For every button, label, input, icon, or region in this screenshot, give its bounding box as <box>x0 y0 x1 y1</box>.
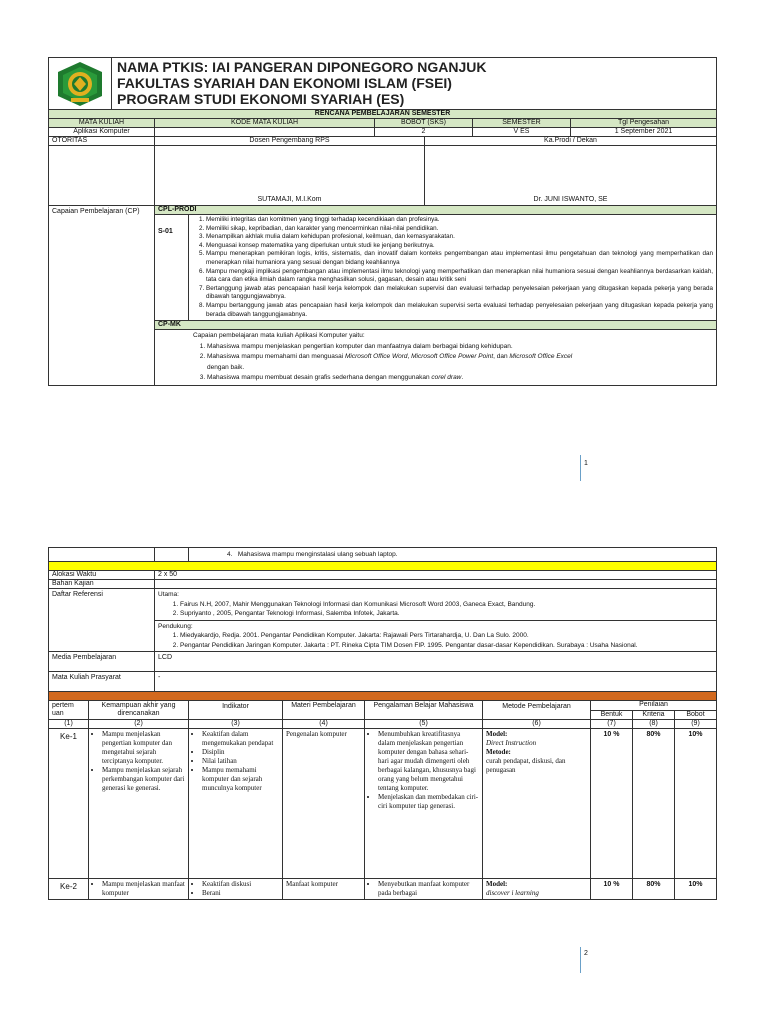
cpl-item: 7. Bertanggung jawab atas pencapaian hasil kerja kelompok dan melakukan supervisi dan evaluasi terhadap penyelesaian pekerjaan yang ditugaskan kepada pekerja yang berada dibawah tanggungjawabnya. <box>206 285 713 302</box>
indikator-list <box>192 880 279 898</box>
th-pertemuan: pertem uan <box>49 701 89 720</box>
rps-page-1 <box>48 57 716 386</box>
metode-value: curah pendapat, diskusi, dan penugasan <box>486 757 566 774</box>
cpl-prodi-label: CPL-PRODI <box>155 206 717 215</box>
page-number-1: 1 <box>584 460 588 467</box>
dosen-signature <box>155 146 425 206</box>
institution-logo-cell <box>49 58 112 110</box>
kriteria-value: 80% <box>633 879 675 900</box>
kaprodi-signature <box>425 146 717 206</box>
faculty-name: FAKULTAS SYARIAH DAN EKONOMI ISLAM (FSEI) <box>117 75 452 91</box>
institution-logo-icon <box>49 58 111 110</box>
bahan-label: Bahan Kajian <box>49 580 155 589</box>
otoritas-label: OTORITAS <box>49 137 155 146</box>
cpmk-text: , dan <box>493 353 510 361</box>
kaprodi-name: Dr. JUNI ISWANTO, SE <box>533 196 608 203</box>
th-indikator: Indikator <box>189 701 283 720</box>
meeting-number: Ke-1 <box>49 729 89 879</box>
th-kriteria: Kriteria <box>633 710 675 720</box>
course-semester: V ES <box>473 128 571 137</box>
cpmk-text: Mahasiswa mampu membuat desain grafis sederhana dengan menggunakan <box>207 374 432 382</box>
col-number: (1) <box>49 720 89 729</box>
kemampuan-cell <box>89 879 189 900</box>
col-number: (3) <box>189 720 283 729</box>
list-item: • Keaktifan diskusi <box>202 880 279 889</box>
materi-cell: Manfaat komputer <box>283 879 365 900</box>
rps-table-top <box>48 57 717 137</box>
col-number: (6) <box>483 720 591 729</box>
col-kode: KODE MATA KULIAH <box>155 119 375 128</box>
ref-item: 1. Fairus N.H, 2007, Mahir Menggunakan Teknologi Informasi dan Komunikasi Microsoft Word 2003, Ganeca Exact, Bandung. <box>180 600 713 610</box>
prasyarat-value: - <box>155 672 717 692</box>
metode-cell <box>483 879 591 900</box>
otoritas-blank <box>49 146 155 206</box>
ref-item: 2. Pengantar Pendidikan Jaringan Komputer. Jakarta : PT. Rineka Cipta TIM Dosen FIP. 1995. Pengantar dasar-dasar Kependidikan. Surabaya : Usaha Nasional. <box>180 641 713 651</box>
list-item: • Menjelaskan dan membedakan ciri-ciri komputer tiap generasi. <box>378 793 479 811</box>
indikator-cell <box>189 879 283 900</box>
bobot-value: 10% <box>675 879 717 900</box>
institution-title <box>117 59 486 107</box>
kemampuan-list <box>92 880 185 898</box>
course-date: 1 September 2021 <box>571 128 717 137</box>
list-item: • Mampu menjelaskan sejarah perkembangan komputer dari generasi ke generasi. <box>102 766 185 793</box>
bentuk-value: 10 % <box>591 729 633 879</box>
indikator-list <box>192 730 279 793</box>
bentuk-value: 10 % <box>591 879 633 900</box>
bobot-value: 10% <box>675 729 717 879</box>
cpmk-list <box>193 342 713 384</box>
pendukung-list <box>158 631 713 650</box>
col-number: (7) <box>591 720 633 729</box>
blank-cell <box>155 548 189 562</box>
kemampuan-cell <box>89 729 189 879</box>
kriteria-value: 80% <box>633 729 675 879</box>
list-item: • Keaktifan dalam mengemukakan pendapat <box>202 730 279 748</box>
list-item: • Mampu menjelaskan manfaat komputer <box>102 880 185 898</box>
col-semester: SEMESTER <box>473 119 571 128</box>
program-name: PROGRAM STUDI EKONOMI SYARIAH (ES) <box>117 91 405 107</box>
table-row <box>49 879 717 900</box>
software-powerpoint: Microsoft Office Power Point <box>411 353 494 361</box>
indikator-cell <box>189 729 283 879</box>
cpl-list <box>192 216 713 319</box>
pengalaman-cell <box>365 729 483 879</box>
cpl-item: 3. Menampilkan akhlak mulia dalam kehidupan profesional, keilmuan, dan kemasyarakatan. <box>206 233 713 242</box>
table-row <box>49 729 717 879</box>
th-bobot: Bobot <box>675 710 717 720</box>
th-penilaian: Penilaian <box>591 701 717 711</box>
col-number: (5) <box>365 720 483 729</box>
dosen-label: Dosen Pengembang RPS <box>155 137 425 146</box>
pendukung-label: Pendukung: <box>158 622 193 630</box>
software-excel: Microsoft Office Excel <box>509 353 573 361</box>
th-kemampuan: Kemampuan akhir yang direncanakan <box>89 701 189 720</box>
software-word: Microsoft Office Word <box>345 353 408 361</box>
model-value: discover i learning <box>486 889 539 897</box>
course-sks: 2 <box>375 128 473 137</box>
list-item: • Disiplin <box>202 748 279 757</box>
alokasi-value: 2 x 50 <box>155 571 717 580</box>
cpmk-item <box>207 352 713 373</box>
cpl-item: 1. Memiliki integritas dan komitmen yang tinggi terhadap kecendikiaan dan profesinya. <box>206 216 713 225</box>
th-metode: Metode Pembelajaran <box>483 701 591 720</box>
list-item: • Menumbuhkan kreatifitasnya dalam menjelaskan pengertian komputer dengan bahasa sehari-hari agar mudah dimengerti oleh berbagai kalangan, khususnya bagi orang yang belum mengetahui tentang komputer. <box>378 730 479 793</box>
cpmk-item-4: Mahasiswa mampu menginstalasi ulang sebuah laptop. <box>237 551 398 558</box>
cpmk-label: CP-MK <box>155 321 717 330</box>
bahan-value <box>155 580 717 589</box>
model-value: Direct Instruction <box>486 739 537 747</box>
col-number: (4) <box>283 720 365 729</box>
media-label: Media Pembelajaran <box>49 652 155 672</box>
col-number: (9) <box>675 720 717 729</box>
list-item: • Mampu menjelaskan pengertian komputer dan mengetahui sejarah terciptanya komputer. <box>102 730 185 766</box>
cpl-code: S-01 <box>155 215 189 321</box>
cpmk-text: . <box>461 374 464 382</box>
cp-label: Capaian Pembelajaran (CP) <box>49 206 155 386</box>
ref-item: 1. Miedyakardjo, Redja. 2001. Pengantar Pendidikan Komputer. Jakarta: Rajawali Pers Tirtarahardja, U. Dan La Sulo. 2000. <box>180 631 713 641</box>
utama-list <box>158 600 713 619</box>
dosen-name: SUTAMAJI, M.I.Kom <box>257 196 322 203</box>
ref-utama-cell <box>155 589 717 621</box>
weekly-plan-table <box>48 700 717 900</box>
cpl-item: 5. Mampu menerapkan pemikiran logis, kritis, sistematis, dan inovatif dalam konteks pengembangan atau implementasi ilmu pengetahuan dan teknologi yang memperhatikan dan menerapkan nilai humaniora yang sesuai dengan bidang keahliannya <box>206 250 713 267</box>
cpl-item: 4. Menguasai konsep matematika yang diperlukan untuk studi ke jenjang berikutnya. <box>206 242 713 251</box>
col-mata-kuliah: MATA KULIAH <box>49 119 155 128</box>
otoritas-table <box>48 136 717 206</box>
list-item: • Menyebutkan manfaat komputer pada berbagai <box>378 880 479 898</box>
ref-label: Daftar Referensi <box>49 589 155 652</box>
course-name: Aplikasi Komputer <box>49 128 155 137</box>
cpmk-text: , <box>407 353 412 361</box>
ref-item: 2. Supriyanto , 2005, Pengantar Teknologi Informasi, Salemba Infotek, Jakarta. <box>180 609 713 619</box>
blank-cell <box>49 548 155 562</box>
rps-page-2 <box>48 547 716 900</box>
materi-cell: Pengenalan komputer <box>283 729 365 879</box>
meta-table <box>48 570 717 701</box>
cpmk-text: Mahasiswa mampu memahami dan menguasai <box>207 353 346 361</box>
model-label: Model: <box>486 730 508 738</box>
list-item: • Mampu memahami komputer dan sejarah munculnya komputer <box>202 766 279 793</box>
model-label: Model: <box>486 880 508 888</box>
meeting-number: Ke-2 <box>49 879 89 900</box>
cpmk-item <box>207 373 713 384</box>
cp-table <box>48 205 717 386</box>
institution-header <box>49 58 717 110</box>
cpmk-continued-table <box>48 547 717 571</box>
pengalaman-list <box>368 880 479 898</box>
col-number: (2) <box>89 720 189 729</box>
cpmk-cell <box>155 330 717 386</box>
cpmk-text: dengan baik. <box>207 363 245 371</box>
col-tgl: Tgl Pengesahan <box>571 119 717 128</box>
pengalaman-list <box>368 730 479 811</box>
th-bentuk: Bentuk <box>591 710 633 720</box>
kemampuan-list <box>92 730 185 793</box>
software-coreldraw: corel draw <box>431 374 462 382</box>
utama-label: Utama: <box>158 591 179 598</box>
page-marker-2 <box>580 947 581 973</box>
ref-pendukung-cell <box>155 620 717 652</box>
pengalaman-cell <box>365 879 483 900</box>
metode-cell <box>483 729 591 879</box>
cpl-item: 2. Memiliki sikap, kepribadian, dan karakter yang mencerminkan nilai-nilai pendidikan. <box>206 225 713 234</box>
cpmk-intro: Capaian pembelajaran mata kuliah Aplikasi Komputer yaitu: <box>193 332 365 340</box>
page-number-2: 2 <box>584 950 588 957</box>
media-value: LCD <box>155 652 717 672</box>
page-marker-1 <box>580 455 581 481</box>
cpl-list-cell <box>189 215 717 321</box>
th-materi: Materi Pembelajaran <box>283 701 365 720</box>
col-number: (8) <box>633 720 675 729</box>
metode-label: Metode: <box>486 748 511 756</box>
rps-title: RENCANA PEMBELAJARAN SEMESTER <box>49 110 717 119</box>
cpl-item: 6. Mampu mengkaji implikasi pengembangan atau implementasi ilmu teknologi yang memperhatikan dan menerapkan nilai humaniora sesuai dengan keahliannya berdasarkan kaidah, tata cara dan etika ilmiah dalam rangka menghasilkan solusi, gagasan, desain atau kritik seni <box>206 268 713 285</box>
col-bobot: BOBOT (SKS) <box>375 119 473 128</box>
list-item: • Berani <box>202 889 279 898</box>
prasyarat-label: Mata Kuliah Prasyarat <box>49 672 155 692</box>
cpl-item: 8. Mampu bertanggung jawab atas pencapaian hasil kerja kelompok dan melakukan supervisi serta evaluasi terhadap penyelesaian pekerjaan yang ditugaskan kepada pekerja yang berada dibawah tanggungjawabnya. <box>206 302 713 319</box>
th-pengalaman: Pengalaman Belajar Mahasiswa <box>365 701 483 720</box>
cpmk-4-cell: 4. Mahasiswa mampu menginstalasi ulang sebuah laptop. <box>189 548 717 562</box>
alokasi-label: Alokasi Waktu <box>49 571 155 580</box>
institution-name: NAMA PTKIS: IAI PANGERAN DIPONEGORO NGANJUK <box>117 59 487 75</box>
list-item: • Nilai latihan <box>202 757 279 766</box>
kaprodi-label: Ka.Prodi / Dekan <box>425 137 717 146</box>
cpmk-item: 1. Mahasiswa mampu menjelaskan pengertian komputer dan manfaatnya dalam berbagai bidang kehidupan. <box>207 342 713 353</box>
